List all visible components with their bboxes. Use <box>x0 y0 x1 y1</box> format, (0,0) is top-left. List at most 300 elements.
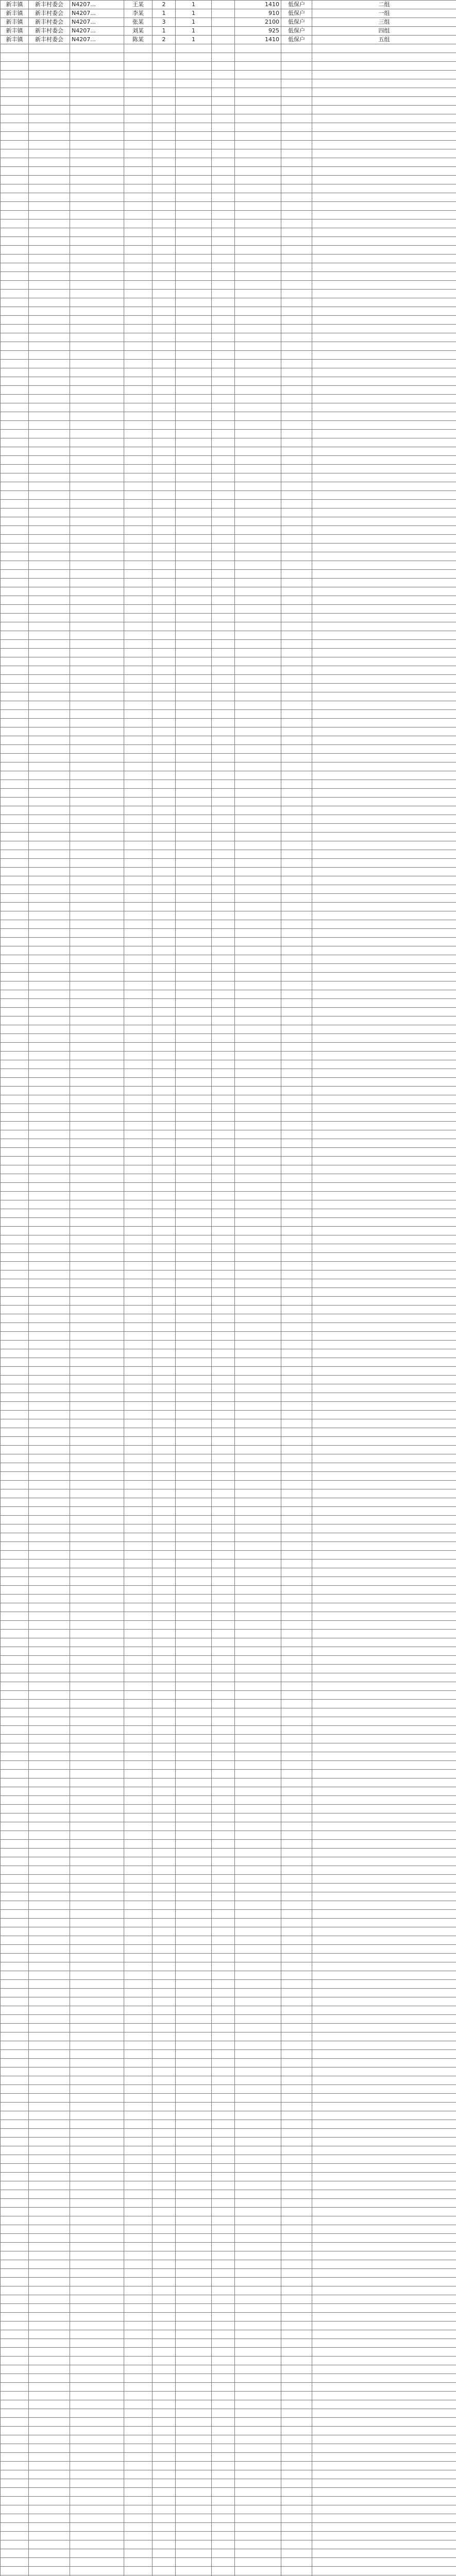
table-cell-category <box>281 1130 312 1139</box>
table-cell-name <box>124 570 153 579</box>
table-cell-address <box>312 307 456 316</box>
table-cell-account-no <box>70 377 124 386</box>
table-cell-address <box>312 2199 456 2208</box>
table-cell-village <box>29 281 70 290</box>
table-row <box>1 53 456 62</box>
table-cell-account-no <box>70 1498 124 1507</box>
table-cell-persons <box>153 1139 176 1148</box>
table-cell-persons <box>153 1875 176 1884</box>
table-row <box>1 1384 456 1393</box>
table-cell-category <box>281 1831 312 1840</box>
table-cell-count-b <box>212 552 235 561</box>
table-cell-name <box>124 911 153 920</box>
table-cell-address <box>312 631 456 640</box>
table-cell-address <box>312 1498 456 1507</box>
table-cell-category <box>281 2076 312 2085</box>
table-cell-name <box>124 1560 153 1568</box>
table-cell-address <box>312 1586 456 1595</box>
table-cell-persons <box>153 1507 176 1516</box>
table-cell-address <box>312 719 456 727</box>
table-cell-count-b <box>212 1857 235 1866</box>
table-cell-address <box>312 1454 456 1463</box>
table-cell-village <box>29 237 70 246</box>
table-cell-category <box>281 290 312 298</box>
table-cell-name <box>124 1989 153 1997</box>
table-cell-persons <box>153 473 176 482</box>
table-cell-village <box>29 2286 70 2295</box>
table-cell-address <box>312 2453 456 2462</box>
table-cell-count-b <box>212 806 235 815</box>
table-cell-town <box>1 1962 29 1971</box>
table-cell-amount <box>235 377 281 386</box>
table-cell-address <box>312 2155 456 2164</box>
table-cell-amount <box>235 1122 281 1130</box>
table-cell-amount <box>235 544 281 552</box>
table-cell-category <box>281 1165 312 1174</box>
table-cell-name <box>124 1087 153 1095</box>
table-cell-count-a <box>176 859 212 868</box>
table-row <box>1 44 456 53</box>
table-cell-amount <box>235 1524 281 1533</box>
table-cell-category <box>281 903 312 911</box>
table-cell-persons <box>153 1726 176 1735</box>
table-cell-amount <box>235 2006 281 2015</box>
table-cell-category <box>281 1656 312 1665</box>
table-cell-name <box>124 2015 153 2024</box>
table-cell-village <box>29 1183 70 1192</box>
table-cell-persons <box>153 1971 176 1980</box>
table-cell-address <box>312 1875 456 1884</box>
table-cell-account-no <box>70 2435 124 2444</box>
table-cell-count-a <box>176 1568 212 1577</box>
table-cell-amount <box>235 1901 281 1910</box>
table-cell-count-a <box>176 351 212 360</box>
table-cell-persons <box>153 2549 176 2558</box>
table-cell-village <box>29 631 70 640</box>
table-cell-name <box>124 2409 153 2418</box>
table-cell-name: 李某 <box>124 9 153 18</box>
table-cell-village <box>29 1524 70 1533</box>
table-row <box>1 1052 456 1060</box>
table-cell-count-a <box>176 1551 212 1560</box>
table-cell-count-a <box>176 1507 212 1516</box>
table-cell-name <box>124 1008 153 1016</box>
table-cell-count-b <box>212 1533 235 1542</box>
table-cell-persons <box>153 1130 176 1139</box>
table-cell-amount <box>235 666 281 675</box>
table-cell-town <box>1 2462 29 2470</box>
table-cell-account-no <box>70 2006 124 2015</box>
table-cell-count-b <box>212 2339 235 2348</box>
table-row <box>1 1840 456 1849</box>
table-cell-amount <box>235 2435 281 2444</box>
table-cell-count-a <box>176 2216 212 2225</box>
table-cell-count-a <box>176 1997 212 2006</box>
table-cell-town <box>1 1288 29 1297</box>
table-cell-category <box>281 833 312 841</box>
table-cell-count-b <box>212 1174 235 1183</box>
table-row <box>1 1341 456 1349</box>
table-cell-count-b <box>212 237 235 246</box>
table-cell-category <box>281 307 312 316</box>
table-cell-amount <box>235 1297 281 1306</box>
table-cell-count-b <box>212 1052 235 1060</box>
table-cell-name <box>124 1139 153 1148</box>
table-cell-name <box>124 885 153 894</box>
table-cell-address <box>312 1962 456 1971</box>
table-cell-account-no <box>70 1787 124 1796</box>
table-cell-account-no <box>70 684 124 692</box>
table-cell-name <box>124 307 153 316</box>
table-cell-town <box>1 1130 29 1139</box>
table-cell-category <box>281 981 312 990</box>
table-cell-category <box>281 579 312 587</box>
table-cell-persons <box>153 1752 176 1761</box>
table-cell-account-no <box>70 167 124 176</box>
table-row <box>1 403 456 412</box>
table-cell-count-a <box>176 1376 212 1384</box>
table-cell-category <box>281 2444 312 2453</box>
table-cell-account-no <box>70 1665 124 1673</box>
table-cell-town <box>1 920 29 929</box>
table-cell-name <box>124 114 153 123</box>
table-cell-count-b <box>212 561 235 570</box>
table-cell-village <box>29 1016 70 1025</box>
table-cell-town <box>1 911 29 920</box>
table-cell-address <box>312 903 456 911</box>
table-cell-village <box>29 2444 70 2453</box>
table-cell-name <box>124 2085 153 2094</box>
table-cell-persons: 2 <box>153 36 176 44</box>
table-cell-amount <box>235 649 281 657</box>
table-row <box>1 1752 456 1761</box>
table-cell-town <box>1 1840 29 1849</box>
table-cell-amount <box>235 1630 281 1638</box>
table-cell-persons <box>153 1989 176 1997</box>
table-cell-persons <box>153 447 176 456</box>
table-cell-count-b <box>212 2418 235 2427</box>
table-cell-town <box>1 333 29 342</box>
table-cell-amount <box>235 1349 281 1358</box>
table-row <box>1 272 456 281</box>
table-cell-category <box>281 1209 312 1218</box>
table-cell-account-no <box>70 123 124 132</box>
table-cell-category <box>281 2321 312 2330</box>
table-cell-category <box>281 1612 312 1621</box>
table-cell-count-a <box>176 184 212 193</box>
table-cell-account-no <box>70 1069 124 1078</box>
table-cell-name <box>124 1542 153 1551</box>
table-cell-account-no <box>70 1735 124 1743</box>
table-cell-name <box>124 281 153 290</box>
table-cell-town <box>1 745 29 754</box>
table-cell-account-no <box>70 1270 124 1279</box>
table-cell-village <box>29 1936 70 1945</box>
table-cell-count-a <box>176 526 212 535</box>
table-cell-count-a <box>176 1358 212 1367</box>
table-cell-category <box>281 2216 312 2225</box>
table-cell-count-b <box>212 2479 235 2488</box>
table-cell-address <box>312 1603 456 1612</box>
table-row <box>1 1437 456 1446</box>
table-cell-village <box>29 2085 70 2094</box>
table-row <box>1 876 456 885</box>
table-cell-town <box>1 2313 29 2321</box>
table-cell-count-b <box>212 1297 235 1306</box>
table-cell-name <box>124 158 153 167</box>
table-cell-count-a <box>176 1822 212 1831</box>
table-cell-amount <box>235 1130 281 1139</box>
table-cell-amount <box>235 2260 281 2269</box>
table-cell-name <box>124 1262 153 1270</box>
table-row <box>1 298 456 307</box>
table-cell-address <box>312 491 456 500</box>
table-cell-village <box>29 2138 70 2146</box>
table-cell-town <box>1 1183 29 1192</box>
table-cell-amount <box>235 1016 281 1025</box>
table-cell-category <box>281 1367 312 1376</box>
table-cell-persons <box>153 2094 176 2103</box>
table-cell-category <box>281 438 312 447</box>
table-cell-count-a <box>176 2479 212 2488</box>
table-cell-persons <box>153 2505 176 2514</box>
table-cell-town <box>1 544 29 552</box>
table-cell-category <box>281 2365 312 2374</box>
table-cell-town <box>1 2006 29 2015</box>
table-cell-village <box>29 2103 70 2111</box>
table-cell-address <box>312 727 456 736</box>
table-cell-town <box>1 798 29 806</box>
table-cell-count-a <box>176 1148 212 1157</box>
table-cell-category <box>281 2234 312 2243</box>
table-cell-town <box>1 1227 29 1235</box>
table-cell-amount <box>235 1997 281 2006</box>
table-row <box>1 990 456 999</box>
table-cell-amount <box>235 1244 281 1253</box>
table-cell-count-a <box>176 841 212 850</box>
table-cell-address <box>312 762 456 771</box>
table-row <box>1 2251 456 2260</box>
table-cell-town <box>1 1665 29 1673</box>
table-cell-count-b <box>212 2304 235 2313</box>
table-cell-name <box>124 868 153 876</box>
table-cell-amount <box>235 307 281 316</box>
table-cell-count-a <box>176 780 212 789</box>
table-cell-name <box>124 1157 153 1165</box>
table-cell-address <box>312 570 456 579</box>
table-cell-village <box>29 570 70 579</box>
table-cell-count-a <box>176 1069 212 1078</box>
table-cell-account-no <box>70 1647 124 1656</box>
table-cell-count-b <box>212 815 235 824</box>
table-cell-town <box>1 2181 29 2190</box>
table-cell-count-a <box>176 2190 212 2199</box>
table-cell-persons <box>153 1892 176 1901</box>
table-row <box>1 386 456 395</box>
table-cell-account-no <box>70 640 124 649</box>
table-cell-count-a <box>176 561 212 570</box>
table-cell-count-a <box>176 1919 212 1927</box>
table-cell-address <box>312 1419 456 1428</box>
table-cell-count-a <box>176 1104 212 1113</box>
table-cell-count-b <box>212 141 235 149</box>
table-cell-address <box>312 2374 456 2383</box>
table-row <box>1 456 456 465</box>
table-cell-name <box>124 2514 153 2523</box>
table-cell-amount <box>235 999 281 1008</box>
table-row <box>1 316 456 325</box>
table-cell-count-a <box>176 2321 212 2330</box>
table-cell-amount <box>235 981 281 990</box>
table-cell-category <box>281 1761 312 1770</box>
table-cell-amount <box>235 1428 281 1437</box>
table-cell-count-b <box>212 1989 235 1997</box>
table-cell-count-b <box>212 2190 235 2199</box>
table-cell-account-no <box>70 1349 124 1358</box>
table-cell-village <box>29 526 70 535</box>
table-cell-count-a <box>176 657 212 666</box>
table-cell-village <box>29 666 70 675</box>
table-cell-amount <box>235 1735 281 1743</box>
table-cell-count-b <box>212 316 235 325</box>
table-cell-address <box>312 2024 456 2032</box>
table-cell-address <box>312 2138 456 2146</box>
table-cell-address <box>312 1060 456 1069</box>
table-cell-category <box>281 430 312 438</box>
table-cell-name <box>124 123 153 132</box>
table-cell-persons <box>153 368 176 377</box>
table-cell-persons <box>153 2164 176 2173</box>
table-cell-count-b <box>212 421 235 430</box>
table-cell-town <box>1 579 29 587</box>
table-cell-count-b <box>212 1997 235 2006</box>
table-cell-amount <box>235 1253 281 1262</box>
table-cell-count-b <box>212 850 235 859</box>
table-cell-persons <box>153 237 176 246</box>
table-row <box>1 535 456 544</box>
table-cell-count-b <box>212 1384 235 1393</box>
table-cell-village <box>29 1297 70 1306</box>
table-cell-persons <box>153 876 176 885</box>
table-cell-address <box>312 2462 456 2470</box>
table-cell-count-a <box>176 946 212 955</box>
table-cell-village <box>29 1892 70 1901</box>
table-cell-count-a <box>176 2067 212 2076</box>
table-cell-category <box>281 605 312 614</box>
table-cell-persons <box>153 1113 176 1122</box>
table-cell-village <box>29 938 70 946</box>
table-cell-category <box>281 2164 312 2173</box>
table-cell-address <box>312 938 456 946</box>
table-cell-category <box>281 1507 312 1516</box>
table-cell-category: 低保户 <box>281 18 312 27</box>
table-cell-count-a <box>176 342 212 351</box>
table-cell-town <box>1 1384 29 1393</box>
table-cell-town <box>1 71 29 79</box>
table-cell-category <box>281 456 312 465</box>
table-cell-count-a <box>176 219 212 228</box>
table-cell-amount <box>235 2313 281 2321</box>
table-cell-town <box>1 1638 29 1647</box>
table-cell-address <box>312 2111 456 2120</box>
table-cell-name <box>124 500 153 509</box>
table-cell-town <box>1 316 29 325</box>
table-cell-account-no <box>70 2024 124 2032</box>
table-cell-town: 新丰镇 <box>1 36 29 44</box>
table-cell-account-no <box>70 1183 124 1192</box>
table-cell-account-no <box>70 1936 124 1945</box>
table-row <box>1 9 456 18</box>
table-cell-address <box>312 640 456 649</box>
table-cell-count-a <box>176 692 212 701</box>
table-row <box>1 1866 456 1875</box>
table-cell-name <box>124 1454 153 1463</box>
table-cell-account-no <box>70 1314 124 1323</box>
table-cell-persons <box>153 2540 176 2549</box>
table-cell-account-no <box>70 1997 124 2006</box>
table-cell-count-a <box>176 1656 212 1665</box>
table-row <box>1 1393 456 1402</box>
table-cell-amount <box>235 2514 281 2523</box>
table-cell-address <box>312 1113 456 1122</box>
table-cell-village <box>29 1349 70 1358</box>
table-cell-count-b <box>212 298 235 307</box>
table-cell-name <box>124 228 153 237</box>
table-cell-account-no <box>70 1612 124 1621</box>
table-cell-count-b <box>212 193 235 202</box>
table-cell-account-no <box>70 596 124 605</box>
table-cell-count-b <box>212 684 235 692</box>
table-cell-name <box>124 1717 153 1726</box>
table-cell-persons <box>153 2103 176 2111</box>
table-cell-name <box>124 833 153 841</box>
table-cell-persons <box>153 526 176 535</box>
table-cell-category <box>281 2374 312 2383</box>
table-cell-name <box>124 316 153 325</box>
table-cell-category <box>281 1910 312 1919</box>
table-cell-amount <box>235 561 281 570</box>
table-cell-amount <box>235 79 281 88</box>
table-cell-amount <box>235 438 281 447</box>
table-cell-persons <box>153 1708 176 1717</box>
table-cell-address <box>312 71 456 79</box>
table-cell-count-a <box>176 938 212 946</box>
table-cell-town <box>1 491 29 500</box>
table-cell-account-no: N4207... <box>70 1 124 9</box>
table-cell-village <box>29 1638 70 1647</box>
table-cell-village <box>29 2129 70 2138</box>
table-cell-address <box>312 929 456 938</box>
table-cell-town <box>1 246 29 255</box>
table-row <box>1 1192 456 1200</box>
table-row <box>1 1945 456 1954</box>
table-cell-count-a <box>176 2225 212 2234</box>
table-cell-amount <box>235 1778 281 1787</box>
table-cell-village <box>29 1647 70 1656</box>
table-cell-address <box>312 1463 456 1472</box>
table-cell-count-a <box>176 2243 212 2251</box>
table-cell-account-no <box>70 990 124 999</box>
table-cell-count-a <box>176 911 212 920</box>
table-cell-address <box>312 2532 456 2540</box>
table-cell-persons <box>153 62 176 71</box>
table-cell-count-b <box>212 1919 235 1927</box>
table-cell-count-b <box>212 482 235 491</box>
table-cell-count-b <box>212 395 235 403</box>
table-cell-count-b <box>212 1945 235 1954</box>
table-cell-persons <box>153 1489 176 1498</box>
table-row <box>1 88 456 97</box>
